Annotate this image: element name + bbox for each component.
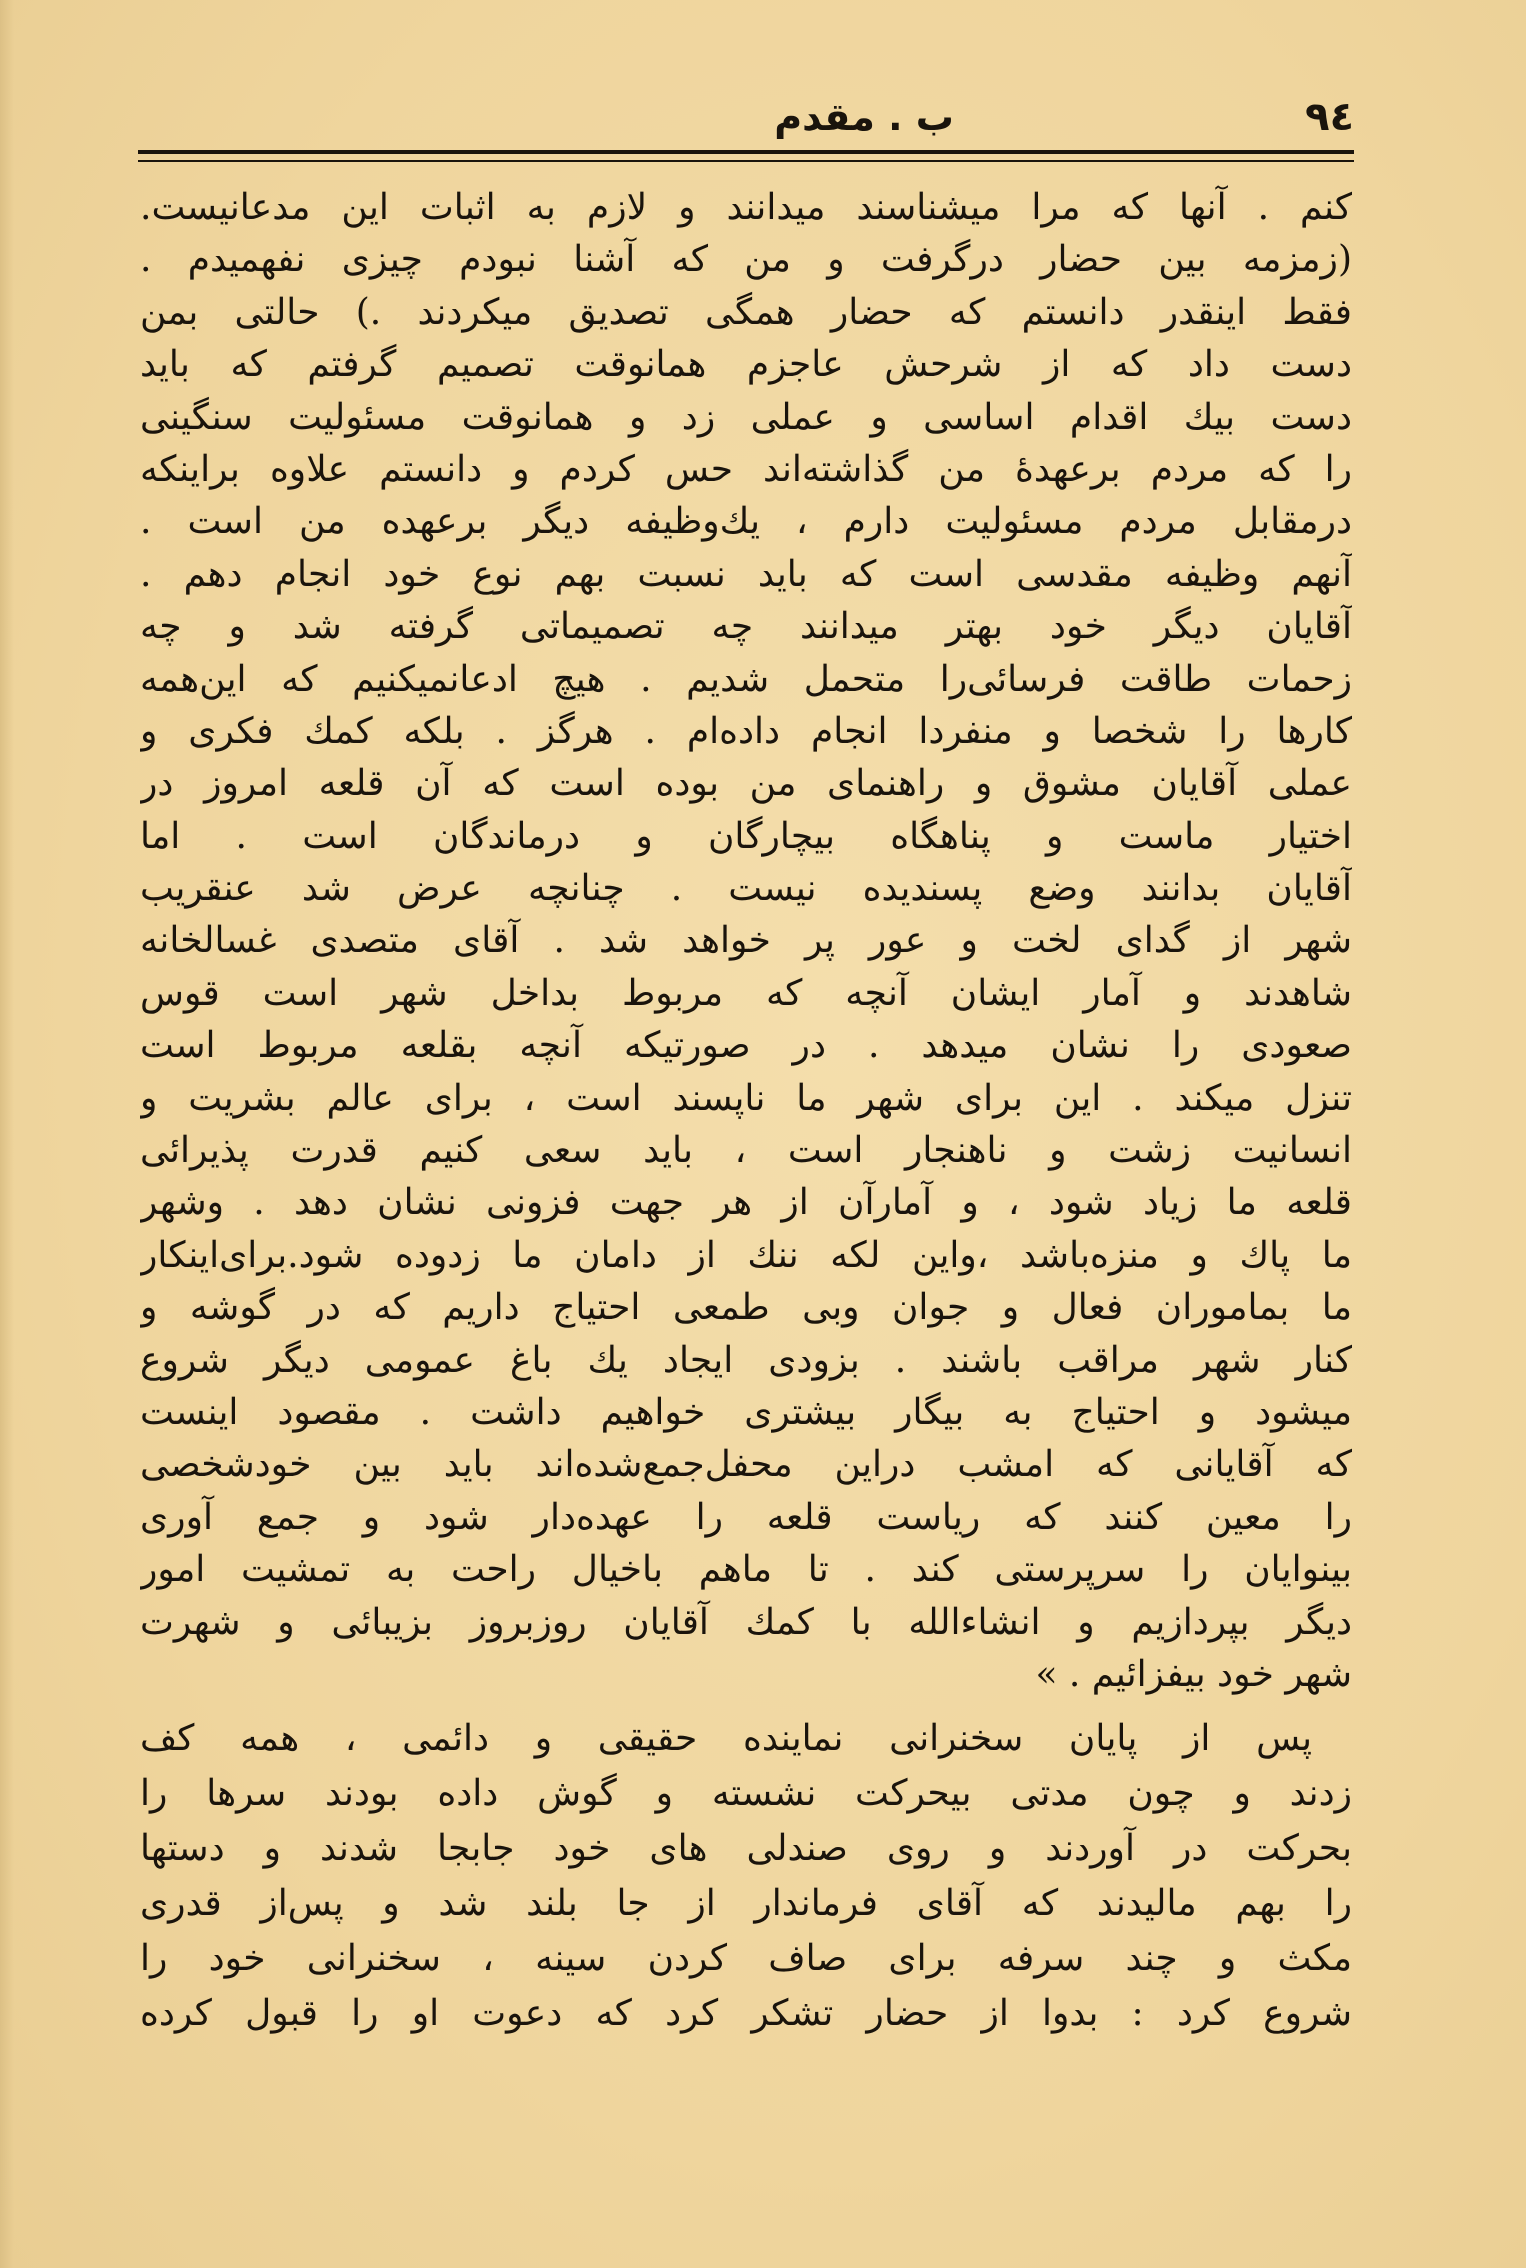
text-line: دست بیك اقدام اساسی و عملی زد و همانوقت مسئولیت سنگینی [140, 396, 1352, 438]
text-line: فقط اینقدر دانستم که حضار همگی تصدیق میکردند .) حالتی بمن [140, 291, 1352, 333]
text-line: را بهم مالیدند که آقای فرماندار از جا بلند شد و پس‌از قدری [140, 1883, 1352, 1925]
page-header [138, 92, 1354, 142]
running-title: ب . مقدم [774, 95, 954, 139]
text-line: (زمزمه بین حضار درگرفت و من که آشنا نبودم چیزی نفهمیدم . [140, 239, 1352, 281]
paragraph-2 [140, 1711, 1352, 2041]
text-line: تنزل میکند . این برای شهر ما ناپسند است ، برای عالم بشریت و [140, 1077, 1352, 1119]
text-line: انسانیت زشت و ناهنجار است ، باید سعی کنیم قدرت پذیرائی [140, 1130, 1352, 1172]
page-number: ۹٤ [1305, 94, 1354, 140]
text-line: که آقایانی که امشب دراین محفل‌جمع‌شده‌اند باید بین خودشخصی [140, 1444, 1352, 1486]
text-line: شاهدند و آمار ایشان آنچه که مربوط بداخل شهر است قوس [140, 972, 1352, 1014]
text-line: بحرکت در آوردند و روی صندلی های خود جابجا شدند و دستها [140, 1828, 1352, 1870]
text-line: زحمات طاقت فرسائی‌را متحمل شدیم . هیچ ادعانمیکنیم که این‌همه [140, 658, 1352, 700]
text-line: آقایان بدانند وضع پسندیده نیست . چنانچه عرض شد عنقریب [140, 868, 1352, 910]
text-line: ما بماموران فعال و جوان وبی طمعی احتیاج داریم که در گوشه و [140, 1287, 1352, 1329]
text-line: زدند و چون مدتی بیحرکت نشسته و گوش داده بودند سرها را [140, 1773, 1352, 1815]
text-line: کارها را شخصا و منفردا انجام داده‌ام . هرگز . بلکه کمك فکری و [140, 710, 1352, 752]
text-line: دیگر بپردازیم و انشاءالله با کمك آقایان روزبروز بزیبائی و شهرت [140, 1601, 1352, 1643]
text-line: آقایان دیگر خود بهتر میدانند چه تصمیماتی گرفته شد و چه [140, 606, 1352, 648]
text-line: را که مردم برعهدهٔ من گذاشته‌اند حس کردم و دانستم علاوه براینکه [140, 448, 1352, 490]
page-edge-shadow [0, 0, 14, 2268]
header-rule-thick [138, 150, 1354, 154]
text-line: مکث و چند سرفه برای صاف کردن سینه ، سخنرانی خود را [140, 1938, 1352, 1980]
text-line: شهر از گدای لخت و عور پر خواهد شد . آقای متصدی غسالخانه [140, 920, 1352, 962]
text-line: میشود و احتیاج به بیگار بیشتری خواهیم داشت . مقصود اینست [140, 1391, 1352, 1433]
text-line: ما پاك و منزه‌باشد ،واین لکه ننك از دامان ما زدوده شود.برای‌اینکار [140, 1234, 1352, 1276]
text-line: شروع کرد : بدوا از حضار تشکر کرد که دعوت او را قبول کرده [140, 1993, 1352, 2035]
header-rule-thin [138, 160, 1354, 162]
text-line: را معین کنند که ریاست قلعه را عهده‌دار شود و جمع آوری [140, 1496, 1352, 1538]
text-line: درمقابل مردم مسئولیت دارم ، یك‌وظیفه دیگر برعهده من است . [140, 501, 1352, 543]
paragraph-1 [140, 182, 1352, 1701]
text-line: اختیار ماست و پناهگاه بیچارگان و درماندگان است . اما [140, 815, 1352, 857]
body-text [140, 182, 1352, 2041]
text-line: دست داد که از شرحش عاجزم همانوقت تصمیم گرفتم که باید [140, 344, 1352, 386]
text-line: آنهم وظیفه مقدسی است که باید نسبت بهم نوع خود انجام دهم . [140, 553, 1352, 595]
text-line: قلعه ما زیاد شود ، و آمارآن از هر جهت فزونی نشان دهد . وشهر [140, 1182, 1352, 1224]
text-line: کنم . آنها که مرا میشناسند میدانند و لازم به اثبات این مدعانیست. [140, 187, 1352, 228]
text-line: پس از پایان سخنرانی نماینده حقیقی و دائمی ، همه کف [140, 1718, 1312, 1760]
text-line: شهر خود بیفزائیم . » [1035, 1653, 1352, 1695]
text-line: بینوایان را سرپرستی کند . تا ماهم باخیال راحت به تمشیت امور [140, 1549, 1352, 1591]
text-line: کنار شهر مراقب باشند . بزودی ایجاد یك باغ عمومی دیگر شروع [140, 1339, 1352, 1381]
text-line: عملی آقایان مشوق و راهنمای من بوده است که آن قلعه امروز در [140, 763, 1352, 805]
text-line: صعودی را نشان میدهد . در صورتیکه آنچه بقلعه مربوط است [140, 1025, 1352, 1067]
